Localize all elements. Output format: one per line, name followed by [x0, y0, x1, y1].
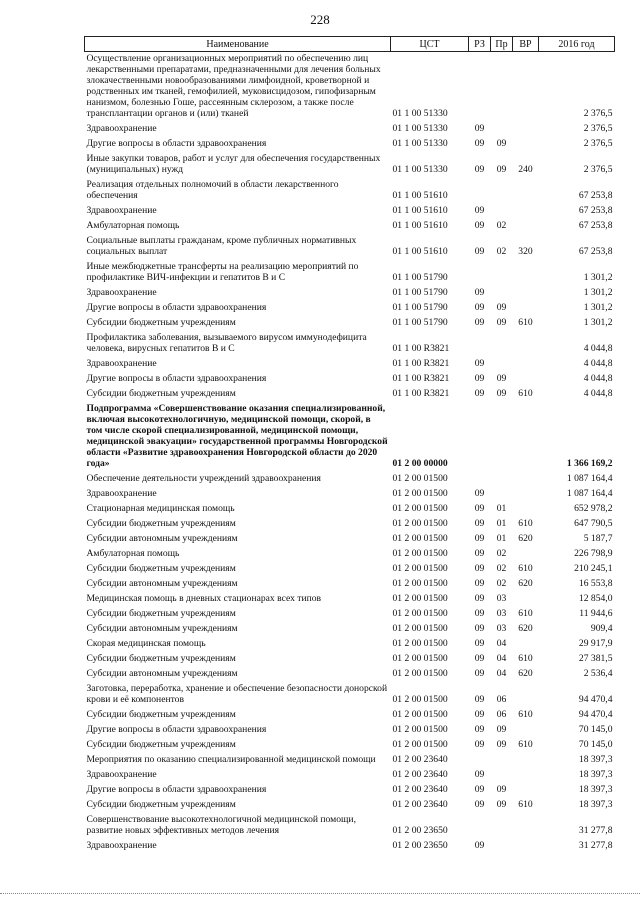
row-name: Медицинская помощь в дневных стационарах всех типов	[86, 593, 322, 604]
row-pr: 03	[496, 608, 507, 619]
row-pr	[491, 122, 513, 137]
row-cst: 01 2 00 23650	[392, 825, 448, 836]
row-pr: 09	[496, 373, 507, 384]
row-sum: 4 044,8	[583, 358, 613, 369]
row-cst: 01 1 00 51330	[392, 123, 448, 134]
row-rz: 09	[474, 302, 485, 313]
row-pr: 06	[496, 694, 507, 705]
row-pr: 04	[496, 638, 507, 649]
row-rz: 09	[474, 287, 485, 298]
row-cst: 01 1 00 51790	[392, 302, 448, 313]
row-vr	[513, 813, 539, 839]
row-rz: 09	[474, 668, 485, 679]
row-cst: 01 2 00 23650	[392, 840, 448, 851]
row-sum: 2 376,5	[583, 123, 613, 134]
row-vr: 620	[518, 668, 533, 679]
row-name: Социальные выплаты гражданам, кроме публичных нормативных социальных выплат	[86, 235, 357, 257]
row-rz: 09	[474, 784, 485, 795]
table-row	[85, 783, 615, 798]
row-cst: 01 2 00 01500	[392, 694, 448, 705]
row-cst: 01 1 00 R3821	[392, 343, 450, 354]
row-sum: 1 301,2	[583, 272, 613, 283]
row-name: Амбулаторная помощь	[86, 220, 180, 231]
row-cst: 01 2 00 01500	[392, 578, 448, 589]
row-vr	[513, 768, 539, 783]
row-sum: 1 087 164,4	[566, 488, 613, 499]
row-rz: 09	[474, 739, 485, 750]
row-name: Субсидии бюджетным учреждениям	[86, 799, 236, 810]
row-name: Здравоохранение	[86, 840, 157, 851]
table-row	[85, 768, 615, 783]
row-cst: 01 1 00 51790	[392, 272, 448, 283]
row-name: Другие вопросы в области здравоохранения	[86, 784, 267, 795]
row-rz: 09	[474, 388, 485, 399]
row-vr	[513, 592, 539, 607]
row-sum: 70 145,0	[578, 739, 613, 750]
row-name: Субсидии автономным учреждениям	[86, 668, 238, 679]
row-pr: 02	[496, 548, 507, 559]
row-rz	[469, 260, 491, 286]
row-cst: 01 2 00 01500	[392, 668, 448, 679]
row-vr	[513, 547, 539, 562]
row-rz: 09	[474, 769, 485, 780]
row-vr: 610	[518, 518, 533, 529]
row-name: Заготовка, переработка, хранение и обеспечение безопасности донорской крови и её компонентов	[86, 683, 388, 705]
table-row	[85, 667, 615, 682]
row-rz: 09	[474, 638, 485, 649]
row-cst: 01 1 00 51610	[392, 205, 448, 216]
row-cst: 01 2 00 23640	[392, 784, 448, 795]
row-pr: 09	[496, 799, 507, 810]
row-name: Иные закупки товаров, работ и услуг для обеспечения государственных (муниципальных) нужд	[86, 153, 381, 175]
row-cst: 01 1 00 51330	[392, 138, 448, 149]
row-rz: 09	[474, 593, 485, 604]
row-pr: 04	[496, 668, 507, 679]
row-cst: 01 2 00 01500	[392, 563, 448, 574]
row-sum: 70 145,0	[578, 724, 613, 735]
row-name: Скорая медицинская помощь	[86, 638, 206, 649]
row-rz: 09	[474, 164, 485, 175]
row-name: Субсидии автономным учреждениям	[86, 623, 238, 634]
row-pr: 09	[496, 317, 507, 328]
row-name: Обеспечение деятельности учреждений здравоохранения	[86, 473, 321, 484]
row-sum: 2 376,5	[583, 164, 613, 175]
table-row	[85, 682, 615, 708]
row-cst: 01 2 00 23640	[392, 769, 448, 780]
row-pr	[491, 472, 513, 487]
row-name: Здравоохранение	[86, 205, 157, 216]
row-rz	[469, 331, 491, 357]
row-rz: 09	[474, 623, 485, 634]
row-pr	[491, 768, 513, 783]
row-sum: 67 253,8	[578, 205, 613, 216]
row-name: Субсидии бюджетным учреждениям	[86, 709, 236, 720]
row-vr	[513, 260, 539, 286]
row-vr	[513, 178, 539, 204]
row-rz	[469, 753, 491, 768]
row-name: Здравоохранение	[86, 488, 157, 499]
row-sum: 2 536,4	[583, 668, 613, 679]
table-row	[85, 234, 615, 260]
row-name: Субсидии бюджетным учреждениям	[86, 653, 236, 664]
header-cst: ЦСТ	[391, 37, 469, 52]
row-vr	[513, 682, 539, 708]
row-cst: 01 2 00 01500	[392, 473, 448, 484]
row-pr: 02	[496, 220, 507, 231]
row-cst: 01 1 00 R3821	[392, 388, 450, 399]
row-vr: 610	[518, 709, 533, 720]
table-row	[85, 472, 615, 487]
table-row	[85, 592, 615, 607]
table-row	[85, 402, 615, 472]
row-vr	[513, 52, 539, 123]
row-pr: 02	[496, 578, 507, 589]
table-row	[85, 137, 615, 152]
row-sum: 94 470,4	[578, 694, 613, 705]
row-vr: 610	[518, 608, 533, 619]
row-name: Другие вопросы в области здравоохранения	[86, 373, 267, 384]
row-name: Реализация отдельных полномочий в области лекарственного обеспечения	[86, 179, 339, 201]
table-row	[85, 487, 615, 502]
row-sum: 31 277,8	[578, 840, 613, 851]
row-sum: 67 253,8	[578, 246, 613, 257]
table-row	[85, 798, 615, 813]
row-pr: 09	[496, 388, 507, 399]
row-cst: 01 2 00 01500	[392, 503, 448, 514]
row-rz: 09	[474, 694, 485, 705]
row-rz: 09	[474, 246, 485, 257]
row-cst: 01 2 00 01500	[392, 739, 448, 750]
table-row	[85, 178, 615, 204]
row-rz: 09	[474, 563, 485, 574]
row-name: Субсидии автономным учреждениям	[86, 533, 238, 544]
row-vr	[513, 637, 539, 652]
page-number: 228	[310, 12, 330, 27]
table-row	[85, 813, 615, 839]
row-rz: 09	[474, 799, 485, 810]
row-pr: 01	[496, 533, 507, 544]
row-vr: 620	[518, 623, 533, 634]
row-name: Амбулаторная помощь	[86, 548, 180, 559]
row-sum: 1 301,2	[583, 317, 613, 328]
row-pr: 06	[496, 709, 507, 720]
row-rz	[469, 402, 491, 472]
row-cst: 01 2 00 00000	[392, 458, 448, 469]
row-name: Другие вопросы в области здравоохранения	[86, 302, 267, 313]
row-rz: 09	[474, 578, 485, 589]
table-row	[85, 652, 615, 667]
table-row	[85, 839, 615, 854]
row-vr	[513, 357, 539, 372]
table-row	[85, 738, 615, 753]
row-name: Субсидии бюджетным учреждениям	[86, 563, 236, 574]
row-vr	[513, 204, 539, 219]
row-name: Осуществление организационных мероприятий по обеспечению лиц лекарственными препаратами, предназначенными для лечения больных злокачественными новообразованиями лимфоидной, кроветворной и родственных им тканей, гемофилией, муковисцидозом, гипофизарным нанизмом, болезнью Гоше, рассеянным склерозом, а также после трансплантации органов и (или) тканей	[86, 53, 381, 119]
row-rz	[469, 472, 491, 487]
row-sum: 226 798,9	[574, 548, 613, 559]
row-vr	[513, 372, 539, 387]
table-row	[85, 622, 615, 637]
footer-divider	[0, 893, 640, 894]
row-cst: 01 2 00 01500	[392, 608, 448, 619]
row-pr: 02	[496, 246, 507, 257]
row-pr	[491, 52, 513, 123]
row-pr: 09	[496, 739, 507, 750]
row-pr	[491, 204, 513, 219]
row-cst: 01 2 00 01500	[392, 518, 448, 529]
row-vr	[513, 753, 539, 768]
table-row	[85, 723, 615, 738]
row-cst: 01 1 00 51790	[392, 287, 448, 298]
row-sum: 12 854,0	[578, 593, 613, 604]
row-vr	[513, 723, 539, 738]
row-vr	[513, 839, 539, 854]
row-sum: 16 553,8	[578, 578, 613, 589]
row-vr	[513, 219, 539, 234]
row-sum: 4 044,8	[583, 373, 613, 384]
row-name: Мероприятия по оказанию специализированной медицинской помощи	[86, 754, 376, 765]
row-pr	[491, 178, 513, 204]
table-row	[85, 577, 615, 592]
row-rz: 09	[474, 533, 485, 544]
header-year: 2016 год	[539, 37, 615, 52]
row-vr	[513, 502, 539, 517]
row-rz: 09	[474, 724, 485, 735]
table-row	[85, 517, 615, 532]
row-cst: 01 1 00 R3821	[392, 358, 450, 369]
row-pr	[491, 753, 513, 768]
row-vr: 610	[518, 563, 533, 574]
row-pr	[491, 260, 513, 286]
row-sum: 1 301,2	[583, 287, 613, 298]
row-name: Субсидии бюджетным учреждениям	[86, 317, 236, 328]
row-vr: 610	[518, 739, 533, 750]
row-rz	[469, 52, 491, 123]
row-sum: 27 381,5	[578, 653, 613, 664]
row-pr: 09	[496, 724, 507, 735]
row-name: Здравоохранение	[86, 769, 157, 780]
row-pr	[491, 357, 513, 372]
row-name: Здравоохранение	[86, 123, 157, 134]
row-vr: 610	[518, 653, 533, 664]
row-sum: 4 044,8	[583, 388, 613, 399]
row-sum: 647 790,5	[574, 518, 613, 529]
row-cst: 01 1 00 51330	[392, 108, 448, 119]
row-cst: 01 2 00 01500	[392, 548, 448, 559]
row-cst: 01 1 00 51610	[392, 246, 448, 257]
row-cst: 01 2 00 01500	[392, 638, 448, 649]
row-cst: 01 1 00 51790	[392, 317, 448, 328]
row-sum: 4 044,8	[583, 343, 613, 354]
row-vr: 620	[518, 578, 533, 589]
row-pr: 02	[496, 563, 507, 574]
row-pr: 01	[496, 503, 507, 514]
row-sum: 2 376,5	[583, 138, 613, 149]
table-row	[85, 547, 615, 562]
header-vr: ВР	[513, 37, 539, 52]
row-cst: 01 2 00 01500	[392, 593, 448, 604]
row-pr	[491, 813, 513, 839]
row-vr	[513, 402, 539, 472]
row-sum: 18 397,3	[578, 754, 613, 765]
row-sum: 18 397,3	[578, 799, 613, 810]
row-sum: 18 397,3	[578, 769, 613, 780]
row-rz: 09	[474, 123, 485, 134]
row-sum: 1 301,2	[583, 302, 613, 313]
table-row	[85, 122, 615, 137]
row-vr: 610	[518, 799, 533, 810]
row-rz: 09	[474, 548, 485, 559]
header-name: Наименование	[85, 37, 391, 52]
table-row	[85, 708, 615, 723]
row-vr: 320	[518, 246, 533, 257]
table-row	[85, 52, 615, 123]
row-rz: 09	[474, 503, 485, 514]
row-cst: 01 1 00 51610	[392, 220, 448, 231]
row-sum: 67 253,8	[578, 190, 613, 201]
table-row	[85, 637, 615, 652]
row-vr	[513, 122, 539, 137]
row-cst: 01 1 00 51330	[392, 164, 448, 175]
table-row	[85, 357, 615, 372]
table-row	[85, 219, 615, 234]
table-row	[85, 372, 615, 387]
row-rz: 09	[474, 373, 485, 384]
row-rz	[469, 813, 491, 839]
row-name: Стационарная медицинская помощь	[86, 503, 235, 514]
row-sum: 29 917,9	[578, 638, 613, 649]
row-pr: 03	[496, 593, 507, 604]
row-pr	[491, 839, 513, 854]
row-vr	[513, 472, 539, 487]
row-vr	[513, 487, 539, 502]
row-sum: 1 087 164,4	[566, 473, 613, 484]
row-rz: 09	[474, 138, 485, 149]
row-pr: 09	[496, 164, 507, 175]
row-rz: 09	[474, 205, 485, 216]
row-pr: 04	[496, 653, 507, 664]
row-name: Субсидии автономным учреждениям	[86, 578, 238, 589]
table-row	[85, 753, 615, 768]
table-row	[85, 204, 615, 219]
table-row	[85, 532, 615, 547]
row-cst: 01 2 00 01500	[392, 533, 448, 544]
row-rz: 09	[474, 220, 485, 231]
table-header-row	[85, 37, 615, 52]
row-vr: 610	[518, 317, 533, 328]
row-name: Иные межбюджетные трансферты на реализацию мероприятий по профилактике ВИЧ-инфекции и гепатитов В и С	[86, 261, 359, 283]
row-cst: 01 2 00 01500	[392, 709, 448, 720]
row-sum: 94 470,4	[578, 709, 613, 720]
row-name: Здравоохранение	[86, 358, 157, 369]
row-sum: 67 253,8	[578, 220, 613, 231]
table-row	[85, 502, 615, 517]
row-vr	[513, 331, 539, 357]
row-rz: 09	[474, 840, 485, 851]
header-rz: РЗ	[469, 37, 491, 52]
row-rz: 09	[474, 488, 485, 499]
row-name: Другие вопросы в области здравоохранения	[86, 724, 267, 735]
row-name: Субсидии бюджетным учреждениям	[86, 518, 236, 529]
row-cst: 01 2 00 01500	[392, 653, 448, 664]
row-pr	[491, 286, 513, 301]
row-rz: 09	[474, 358, 485, 369]
table-row	[85, 316, 615, 331]
row-sum: 31 277,8	[578, 825, 613, 836]
row-cst: 01 2 00 23640	[392, 799, 448, 810]
row-name: Субсидии бюджетным учреждениям	[86, 608, 236, 619]
row-vr: 240	[518, 164, 533, 175]
row-vr	[513, 783, 539, 798]
row-name: Здравоохранение	[86, 287, 157, 298]
row-pr: 09	[496, 302, 507, 313]
row-name: Другие вопросы в области здравоохранения	[86, 138, 267, 149]
row-name: Профилактика заболевания, вызываемого вирусом иммунодефицита человека, вирусных гепатитов В и С	[86, 332, 367, 354]
table-row	[85, 301, 615, 316]
table-row	[85, 562, 615, 577]
row-vr	[513, 301, 539, 316]
row-cst: 01 2 00 23640	[392, 754, 448, 765]
row-pr: 09	[496, 784, 507, 795]
row-rz: 09	[474, 653, 485, 664]
row-sum: 909,4	[590, 623, 613, 634]
row-pr: 01	[496, 518, 507, 529]
row-pr: 09	[496, 138, 507, 149]
row-vr: 610	[518, 388, 533, 399]
budget-table	[84, 36, 615, 854]
row-rz: 09	[474, 608, 485, 619]
row-vr	[513, 137, 539, 152]
row-sum: 2 376,5	[583, 108, 613, 119]
row-sum: 18 397,3	[578, 784, 613, 795]
table-row	[85, 387, 615, 402]
row-rz: 09	[474, 709, 485, 720]
table-row	[85, 286, 615, 301]
row-rz: 09	[474, 518, 485, 529]
row-pr	[491, 331, 513, 357]
row-name: Подпрограмма «Совершенствование оказания специализированной, включая высокотехнологичную, медицинской помощи, скорой, в том числе скорой специализированной, медицинской помощи, медицинской эвакуации» государственной программы Новгородской области «Развитие здравоохранения Новгородской области до 2020 года»	[86, 403, 388, 469]
row-rz: 09	[474, 317, 485, 328]
row-name: Субсидии бюджетным учреждениям	[86, 388, 236, 399]
row-name: Совершенствование высокотехнологичной медицинской помощи, развитие новых эффективных методов лечения	[86, 814, 356, 836]
row-cst: 01 2 00 01500	[392, 724, 448, 735]
row-sum: 1 366 169,2	[566, 458, 613, 469]
table-row	[85, 331, 615, 357]
row-cst: 01 1 00 51610	[392, 190, 448, 201]
row-cst: 01 2 00 01500	[392, 488, 448, 499]
row-sum: 652 978,2	[574, 503, 613, 514]
row-name: Субсидии бюджетным учреждениям	[86, 739, 236, 750]
row-pr	[491, 402, 513, 472]
header-pr: Пр	[491, 37, 513, 52]
row-sum: 5 187,7	[583, 533, 613, 544]
row-sum: 210 245,1	[574, 563, 613, 574]
row-vr: 620	[518, 533, 533, 544]
row-vr	[513, 286, 539, 301]
row-cst: 01 1 00 R3821	[392, 373, 450, 384]
table-row	[85, 152, 615, 178]
row-pr	[491, 487, 513, 502]
row-cst: 01 2 00 01500	[392, 623, 448, 634]
row-rz	[469, 178, 491, 204]
row-sum: 11 944,6	[579, 608, 613, 619]
table-row	[85, 260, 615, 286]
table-row	[85, 607, 615, 622]
row-pr: 03	[496, 623, 507, 634]
